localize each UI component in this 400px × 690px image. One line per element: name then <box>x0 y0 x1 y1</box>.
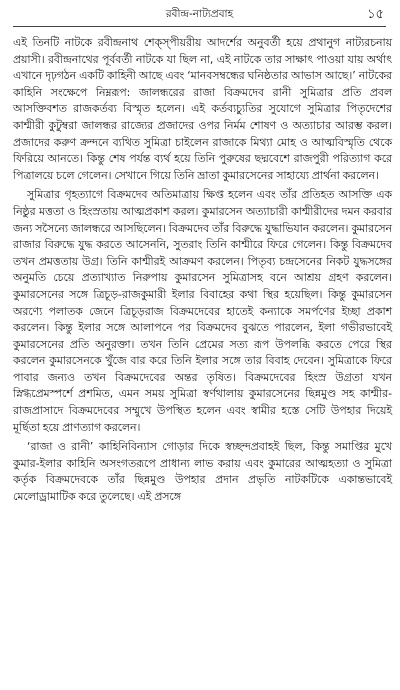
paragraph-plot-intro: এই তিনটি নাটকে রবীন্দ্রনাথ শেক্‌স্‌পীয়রীয় আদর্শের অনুবর্তী হয়ে প্রথানুগ নাট্যরচনায় প্রয়াসী। রবীন্দ্রনাথের পূর্ববর্তী নাটকে যা ছিল না, এই নাটকে তার সাক্ষাৎ পাওয়া যায় অর্থাৎ এখানে দৃঢ়গঠন একটি কাহিনী আছে এবং ‘মানবসম্বন্ধের ঘনিষ্ঠতার আভাস আছে।’ নাটকের কাহিনি সংক্ষেপে নিম্নরূপ: জালন্ধরের রাজা বিক্রমদেব রানী সুমিত্রার প্রতি প্রবল আসক্তিবশত রাজকর্তব্য বিস্মৃত হলেন। এই কর্তব্যচ্যুতির সুযোগে সুমিত্রার পিতৃদেশের কাশ্মীরী কুটুম্বরা জালন্ধর রাজ্যের প্রজাদের ওপর নির্মম শোষণ ও অত্যাচার আরম্ভ করল। প্রজাদের করুণ ক্রন্দনে ব্যথিত সুমিত্রা চাইলেন রাজাকে মিথ্যা মোহ ও আত্মবিস্মৃতি থেকে ফিরিয়ে আনতে। কিন্তু শেষ পর্যন্ত ব্যর্থ হয়ে তিনি পুরুষের ছদ্মবেশে রাজপুরী পরিত্যাগ করে পিত্রালয়ে চলে গেলেন। সেখানে গিয়ে তিনি ভ্রাতা কুমারসেনের সাহায্যে প্রার্থনা করলেন। <box>13 36 392 182</box>
paragraph-plot-development: সুমিত্রার গৃহত্যাগে বিক্রমদেব অতিমাত্রায় ক্ষিপ্ত হলেন এবং তাঁর প্রতিহত আসক্তি এক নিষ্ঠুর মত্ততা ও হিংস্রতায় আত্মপ্রকাশ করল। কুমারসেন অত্যাচারী কাশ্মীরীদের দমন করবার জন্য সসৈন্যে জালন্ধরে আসছিলেন। বিক্রমদেব তাঁর বিরুদ্ধে যুদ্ধাভিযান করলেন। কুমারসেন রাজার বিরুদ্ধে যুদ্ধ করতে আসেননি, সুতরাং তিনি কাশ্মীরে ফিরে গেলেন। কিন্তু বিক্রমদেব তখন প্রমত্ততায় উগ্র। তিনি কাশ্মীরই আক্রমণ করলেন। পিতৃব্য চন্দ্রসেনের নিকট যুদ্ধসঙ্গের অনুমতি চেয়ে প্রত্যাখ্যাত নিরুপায় কুমারসেন সুমিত্রাসহ বনে আশ্রয় গ্রহণ করলেন। কুমারসেনের সঙ্গে ত্রিচূড়-রাজকুমারী ইলার বিবাহের কথা স্থির হয়েছিল। কিন্তু কুমারসেন অরণ্যে পলাতক জেনে ত্রিচূড়রাজ বিক্রমদেবের হাতেই কন্যাকে সমর্পণের ইচ্ছা প্রকাশ করলেন। কিন্তু ইলার সঙ্গে আলাপনে পর বিক্রমদেব বুঝতে পারলেন, ইলা গভীরভাবেই কুমারসেনের প্রতি অনুরক্তা। তখন তিনি প্রেমের সত্য রূপ উপলব্ধি করতে পেরে স্থির করলেন কুমারসেনকে খুঁজে বার করে তিনি ইলার সঙ্গে তার বিবাহ দেবেন। সুমিত্রাকে ফিরে পাবার জন্যও তখন বিক্রমদেবের অন্তর তৃষিত। বিক্রমদেবের হিংস্র উগ্রতা যখন স্নিগ্ধপ্রেমস্পর্শে প্রশমিত, এমন সময় সুমিত্রা স্বর্ণথালায় কুমারসেনের ছিন্নমুণ্ড সহ কাশ্মীর-রাজপ্রাসাদে বিক্রমদেবের সম্মুখে উপস্থিত হলেন এবং স্বামীর হস্তে সেটি উপহার দিয়েই মূর্ছিতা হয়ে প্রাণত্যাগ করলেন। <box>13 188 392 434</box>
running-title: রবীন্দ্র-নাট্যপ্রবাহ <box>165 8 234 20</box>
paragraph-critique: ‘রাজা ও রানী’ কাহিনিবিন্যাস গোড়ার দিকে স্বচ্ছন্দপ্রবাহই ছিল, কিন্তু সমাপ্তির মুখে কুমার-ইলার কাহিনি অসংগতরূপে প্রাধান্য লাভ করায় এবং কুমারের আত্মহত্যা ও সুমিত্রা কর্তৃক বিক্রমদেবকে তাঁর ছিন্নমুণ্ড উপহার প্রদান প্রভৃতি নাটকটিকে একান্তভাবেই মেলোড্রামাটিক করে তুলেছে। এই প্রসঙ্গে <box>13 440 392 504</box>
body-text <box>13 35 392 506</box>
page-number: ১৫ <box>367 7 384 22</box>
running-header <box>13 4 386 27</box>
